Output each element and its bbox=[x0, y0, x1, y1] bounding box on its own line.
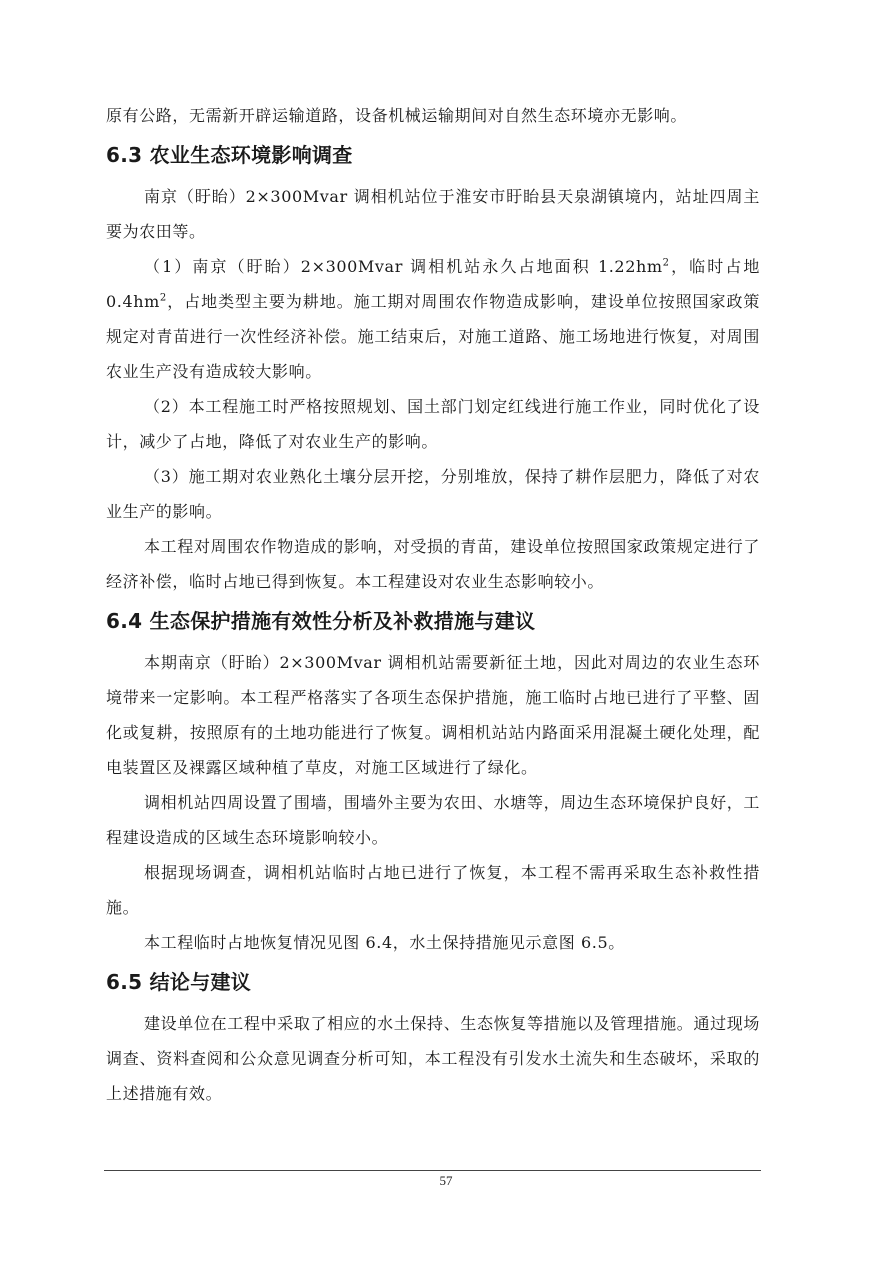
paragraph-text: （1）南京（盱眙）2×300Mvar 调相机站永久占地面积 1.22hm bbox=[144, 257, 663, 276]
page-number: 57 bbox=[439, 1173, 453, 1188]
paragraph-text: ，临时占地 0.4hm bbox=[106, 257, 760, 311]
section-heading-6-5: 6.5 结论与建议 bbox=[106, 970, 252, 994]
paragraph: 根据现场调查，调相机站临时占地已进行了恢复，本工程不需再采取生态补救性措施。 bbox=[106, 863, 760, 917]
paragraph: 调相机站四周设置了围墙，围墙外主要为农田、水塘等，周边生态环境保护良好，工程建设造成的区域生态环境影响较小。 bbox=[106, 793, 760, 847]
page-content bbox=[106, 98, 760, 1111]
paragraph-text: ，占地类型主要为耕地。施工期对周围农作物造成影响，建设单位按照国家政策规定对青苗进行一次性经济补偿。施工结束后，对施工道路、施工场地进行恢复，对周围农业生产没有造成较大影响。 bbox=[106, 292, 760, 381]
section-heading-6-3: 6.3 农业生态环境影响调查 bbox=[106, 143, 353, 167]
section-heading-6-4: 6.4 生态保护措施有效性分析及补救措施与建议 bbox=[106, 609, 536, 633]
paragraph: 南京（盱眙）2×300Mvar 调相机站位于淮安市盱眙县天泉湖镇境内，站址四周主要为农田等。 bbox=[106, 187, 760, 241]
footer-divider bbox=[104, 1170, 761, 1171]
paragraph: （3）施工期对农业熟化土壤分层开挖，分别堆放，保持了耕作层肥力，降低了对农业生产的影响。 bbox=[106, 467, 760, 521]
paragraph bbox=[106, 249, 760, 389]
superscript: 2 bbox=[662, 257, 670, 269]
paragraph: 建设单位在工程中采取了相应的水土保持、生态恢复等措施以及管理措施。通过现场调查、资料查阅和公众意见调查分析可知，本工程没有引发水土流失和生态破坏，采取的上述措施有效。 bbox=[106, 1014, 760, 1103]
paragraph: 本期南京（盱眙）2×300Mvar 调相机站需要新征土地，因此对周边的农业生态环境带来一定影响。本工程严格落实了各项生态保护措施，施工临时占地已进行了平整、固化或复耕，按照原有的土地功能进行了恢复。调相机站站内路面采用混凝土硬化处理，配电装置区及裸露区域种植了草皮，对施工区域进行了绿化。 bbox=[106, 653, 760, 777]
paragraph: 本工程临时占地恢复情况见图 6.4，水土保持措施见示意图 6.5。 bbox=[144, 933, 625, 952]
paragraph: 本工程对周围农作物造成的影响，对受损的青苗，建设单位按照国家政策规定进行了经济补偿，临时占地已得到恢复。本工程建设对农业生态影响较小。 bbox=[106, 537, 760, 591]
paragraph: （2）本工程施工时严格按照规划、国土部门划定红线进行施工作业，同时优化了设计，减少了占地，降低了对农业生产的影响。 bbox=[106, 397, 760, 451]
superscript: 2 bbox=[159, 292, 167, 304]
continued-paragraph: 原有公路，无需新开辟运输道路，设备机械运输期间对自然生态环境亦无影响。 bbox=[106, 106, 688, 125]
